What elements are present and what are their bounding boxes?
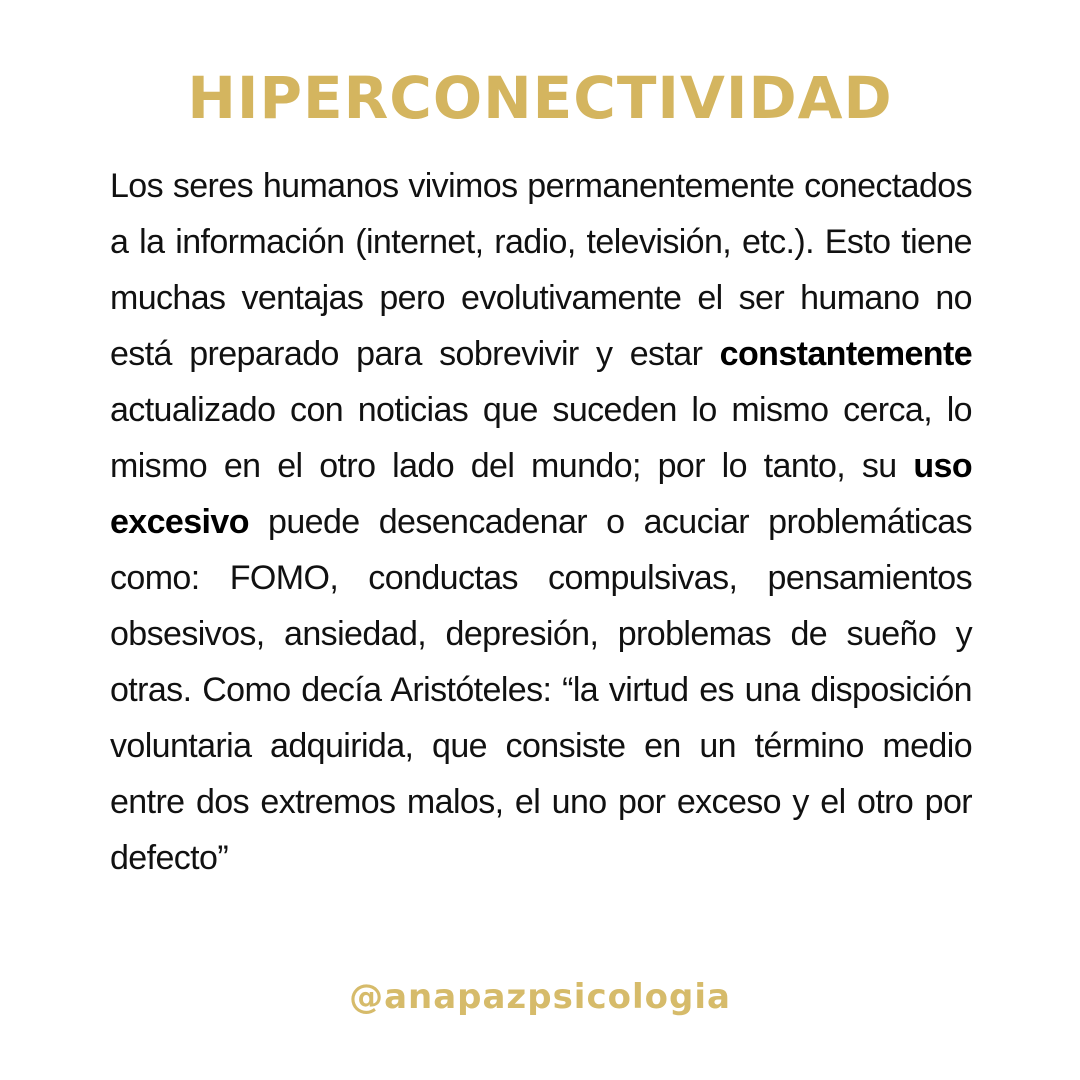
emphasis-uso-excesivo: uso excesivo: [110, 447, 972, 541]
paragraph-text-3: puede desencadenar o acuciar problemáticas como: FOMO, conductas compulsivas, pensamientos obsesivos, ansiedad, depresión, problemas de sueño y otras. Como decía Aristóteles: “la virtud es una disposición voluntaria adquirida, que consiste en un término medio entre dos extremos malos, el uno por exceso y el otro por defecto”: [110, 503, 972, 877]
page-title: HIPERCONECTIVIDAD: [187, 64, 893, 132]
emphasis-constantemente: constantemente: [719, 335, 972, 373]
paragraph-text-2: actualizado con noticias que suceden lo mismo cerca, lo mismo en el otro lado del mundo; por lo tanto, su: [110, 391, 972, 485]
body-paragraph: [110, 158, 972, 886]
paragraph-text-1: Los seres humanos vivimos permanentemente conectados a la información (internet, radio, televisión, etc.). Esto tiene muchas ventajas pero evolutivamente el ser humano no está preparado para sobrevivir y estar: [110, 167, 972, 373]
social-handle: @anapazpsicologia: [349, 977, 731, 1017]
